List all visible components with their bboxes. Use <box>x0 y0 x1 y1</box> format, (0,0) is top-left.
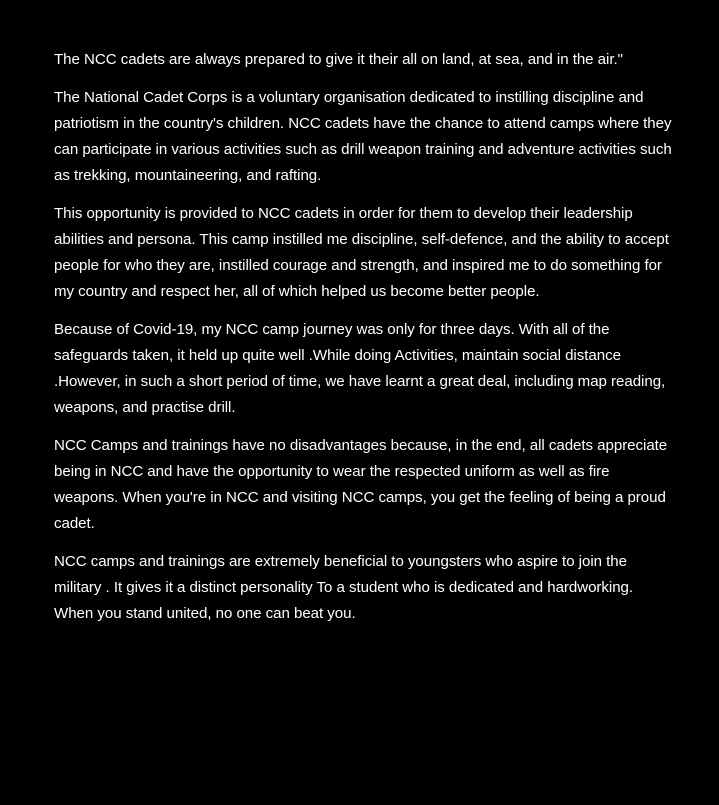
paragraph-no-disadvantages: NCC Camps and trainings have no disadvantages because, in the end, all cadets appreciate being in NCC and have the opportunity to wear the respected uniform as well as fire weapons. When you're in NCC and visiting NCC camps, you get the feeling of being a proud cadet. <box>54 437 668 532</box>
paragraph-camp-benefits: This opportunity is provided to NCC cadets in order for them to develop their leadership abilities and persona. This camp instilled me discipline, self-defence, and the ability to accept people for who they are, instilled courage and strength, and inspired me to do something for my country and respect her, all of which helped us become better people. <box>54 205 669 300</box>
paragraph-ncc-intro: The National Cadet Corps is a voluntary organisation dedicated to instilling discipline and patriotism in the country's children. NCC cadets have the chance to attend camps where they can participate in various activities such as drill weapon training and adventure activities such as trekking, mountaineering, and rafting. <box>54 89 672 184</box>
paragraph-covid-camp: Because of Covid-19, my NCC camp journey was only for three days. With all of the safeguards taken, it held up quite well .While doing Activities, maintain social distance .However, in such a short period of time, we have learnt a great deal, including map reading, weapons, and practise drill. <box>54 321 666 416</box>
paragraph-conclusion: NCC camps and trainings are extremely beneficial to youngsters who aspire to join the military . It gives it a distinct personality To a student who is dedicated and hardworking. When you stand united, no one can beat you. <box>54 553 634 622</box>
paragraph-opening-quote: The NCC cadets are always prepared to give it their all on land, at sea, and in the air." <box>54 51 623 68</box>
essay-text-block <box>54 47 674 639</box>
